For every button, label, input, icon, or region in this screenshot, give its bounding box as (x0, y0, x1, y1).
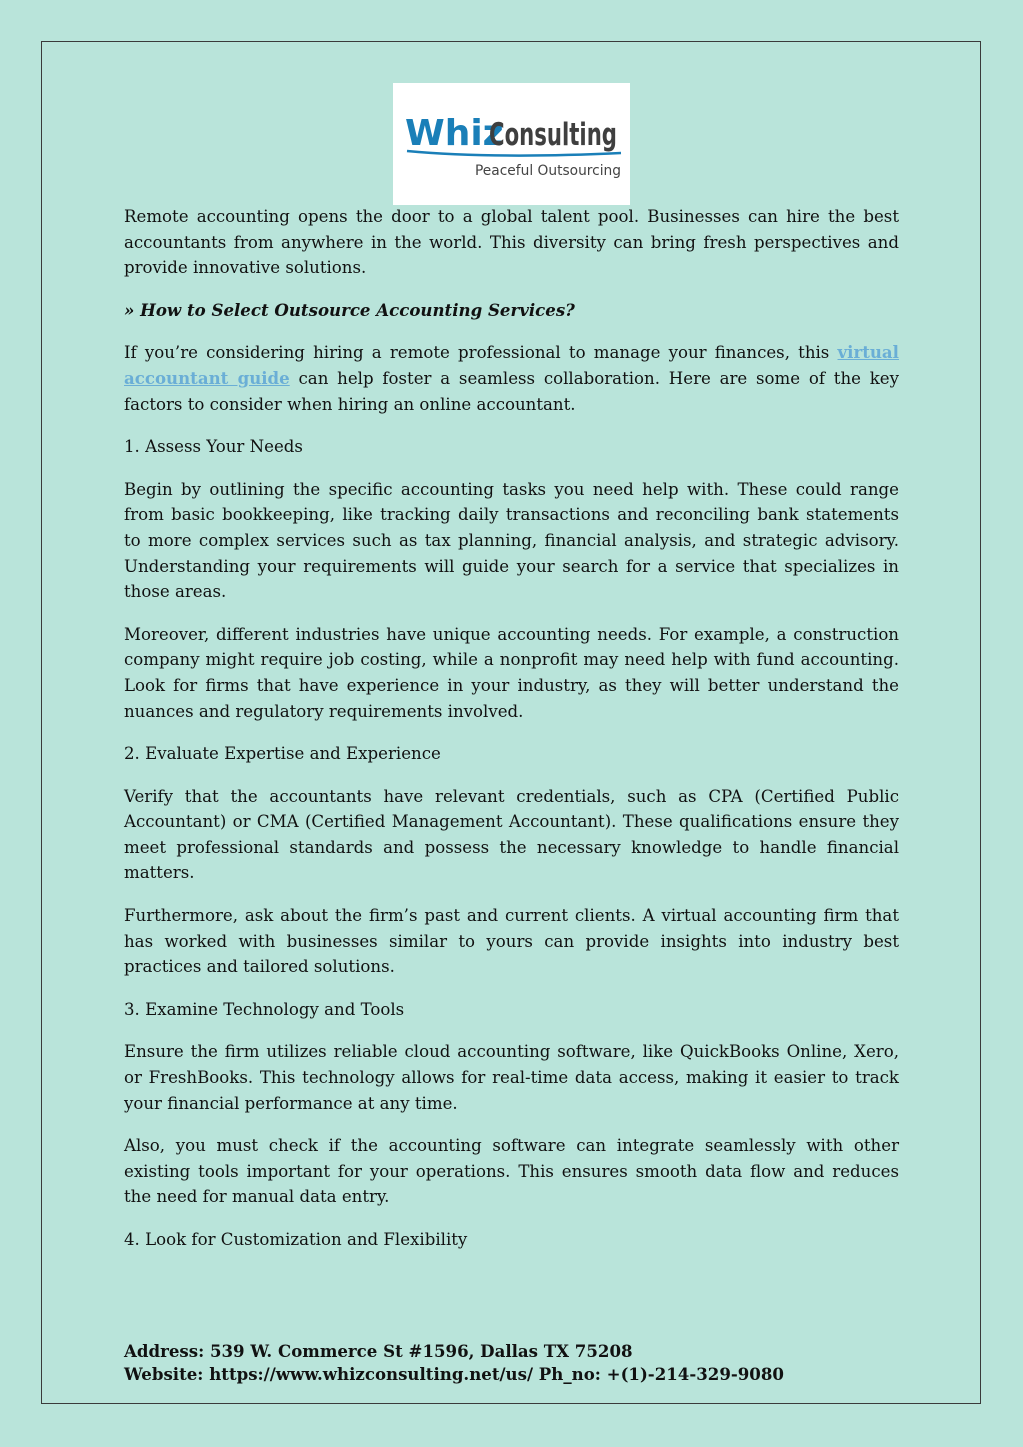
guide-text-before: If you’re considering hiring a remote professional to manage your finances, this (124, 343, 838, 363)
section-paragraph: Verify that the accountants have relevant credentials, such as CPA (Certified Public Accountant) or CMA (Certified Management Accountant). These qualifications ensure they meet professional standards and possess the necessary knowledge to handle financial matters. (124, 786, 899, 883)
footer-contact (124, 1340, 944, 1386)
section-heading-customization: 4. Look for Customization and Flexibility (124, 1230, 468, 1249)
logo-tagline: Peaceful Outsourcing (475, 163, 621, 179)
section-heading-assess-needs: 1. Assess Your Needs (124, 437, 303, 457)
logo-graphic (393, 83, 630, 205)
footer-address: Address: 539 W. Commerce St #1596, Dallas TX 75208 (124, 1341, 633, 1361)
intro-paragraph: Remote accounting opens the door to a global talent pool. Businesses can hire the best accountants from anywhere in the world. This diversity can bring fresh perspectives and provide innovative solutions. (124, 207, 899, 278)
logo-whiz-text: Whiz (405, 113, 504, 154)
logo-consulting-text: Consulting (489, 117, 617, 153)
whizconsulting-logo (393, 83, 630, 205)
footer-website-phone: Website: https://www.whizconsulting.net/us/ Ph_no: +(1)-214-329-9080 (124, 1364, 784, 1384)
virtual-accountant-guide-link[interactable]: virtual accountant guide (124, 342, 899, 388)
guide-paragraph (124, 340, 899, 417)
section-heading-expertise: 2. Evaluate Expertise and Experience (124, 744, 441, 764)
section-paragraph: Also, you must check if the accounting software can integrate seamlessly with other existing tools important for your operations. This ensures smooth data flow and reduces the need for manual data entry. (124, 1136, 899, 1207)
question-heading: » How to Select Outsource Accounting Services? (124, 299, 575, 320)
section-paragraph: Ensure the firm utilizes reliable cloud accounting software, like QuickBooks Online, Xero, or FreshBooks. This technology allows for real-time data access, making it easier to track your financial performance at any time. (124, 1042, 899, 1113)
article-body (124, 204, 899, 1270)
section-paragraph: Begin by outlining the specific accounting tasks you need help with. These could range from basic bookkeeping, like tracking daily transactions and reconciling bank statements to more complex services such as tax planning, financial analysis, and strategic advisory. Understanding your requirements will guide your search for a service that specializes in those areas. (124, 479, 899, 602)
section-heading-technology: 3. Examine Technology and Tools (124, 999, 405, 1019)
guide-text-after: can help foster a seamless collaboration. Here are some of the key factors to consider when hiring an online accountant. (124, 368, 900, 414)
section-paragraph: Furthermore, ask about the firm’s past and current clients. A virtual accounting firm that has worked with businesses similar to yours can provide insights into industry best practices and tailored solutions. (124, 906, 899, 977)
section-paragraph: Moreover, different industries have unique accounting needs. For example, a construction company might require job costing, while a nonprofit may need help with fund accounting. Look for firms that have experience in your industry, as they will better understand the nuances and regulatory requirements involved. (124, 624, 899, 721)
